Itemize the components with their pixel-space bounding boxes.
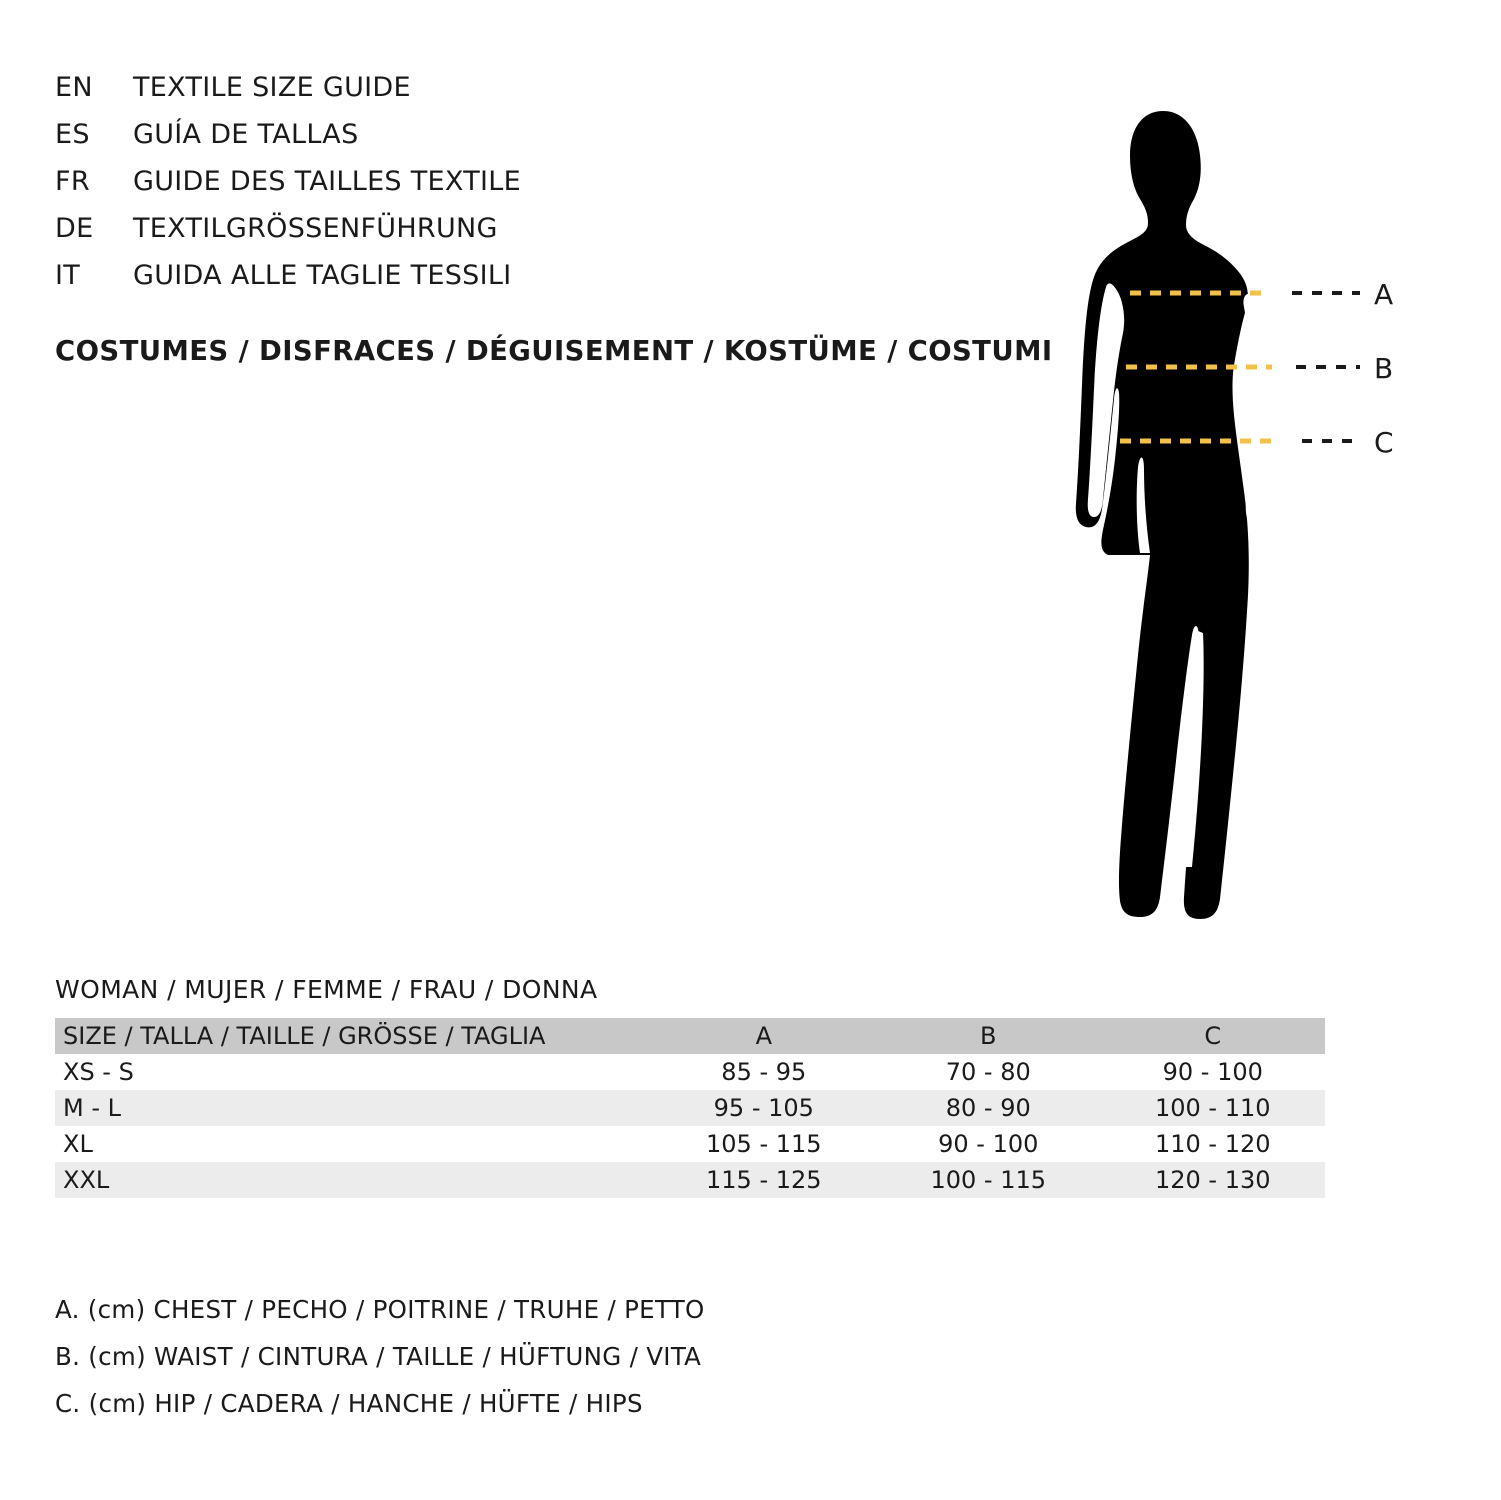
cell-size: XL xyxy=(63,1130,93,1158)
figure-diagram xyxy=(1030,55,1450,945)
cell-a: 115 - 125 xyxy=(706,1166,822,1194)
language-code: DE xyxy=(55,213,94,244)
cell-c: 90 - 100 xyxy=(1162,1058,1263,1086)
cell-a: 105 - 115 xyxy=(706,1130,822,1158)
table-row xyxy=(55,1090,1325,1126)
table-row xyxy=(55,1162,1325,1198)
language-text: GUÍA DE TALLAS xyxy=(133,119,359,150)
cell-b: 80 - 90 xyxy=(945,1094,1031,1122)
legend-row-c: C. (cm) HIP / CADERA / HANCHE / HÜFTE / HIPS xyxy=(55,1389,643,1418)
legend-row-b: B. (cm) WAIST / CINTURA / TAILLE / HÜFTUNG / VITA xyxy=(55,1342,702,1371)
language-row-de xyxy=(55,213,1055,260)
language-code: FR xyxy=(55,166,90,197)
language-code: EN xyxy=(55,72,93,103)
cell-size: M - L xyxy=(63,1094,121,1122)
table-header-row xyxy=(55,1018,1325,1054)
cell-c: 110 - 120 xyxy=(1154,1130,1271,1158)
cell-size: XS - S xyxy=(63,1058,134,1086)
language-row-it xyxy=(55,260,1055,307)
cell-b: 100 - 115 xyxy=(930,1166,1047,1194)
cell-a: 95 - 105 xyxy=(713,1094,814,1122)
table-row xyxy=(55,1126,1325,1162)
language-row-es xyxy=(55,119,1055,166)
cell-a: 85 - 95 xyxy=(721,1058,807,1086)
size-table-section xyxy=(55,975,1325,1198)
column-header-a: A xyxy=(755,1022,772,1050)
marker-label-c: C xyxy=(1374,426,1394,459)
category-title: COSTUMES / DISFRACES / DÉGUISEMENT / KOSTÜME / COSTUMI xyxy=(55,335,1053,367)
language-code: ES xyxy=(55,119,90,150)
column-header-size: SIZE / TALLA / TAILLE / GRÖSSE / TAGLIA xyxy=(63,1022,546,1050)
cell-b: 90 - 100 xyxy=(938,1130,1039,1158)
language-row-fr xyxy=(55,166,1055,213)
cell-size: XXL xyxy=(63,1166,110,1194)
table-group-title: WOMAN / MUJER / FEMME / FRAU / DONNA xyxy=(55,975,598,1004)
legend-row-a: A. (cm) CHEST / PECHO / POITRINE / TRUHE / PETTO xyxy=(55,1295,705,1324)
cell-c: 120 - 130 xyxy=(1154,1166,1271,1194)
column-header-b: B xyxy=(980,1022,997,1050)
language-text: GUIDA ALLE TAGLIE TESSILI xyxy=(133,260,512,291)
marker-label-a: A xyxy=(1374,278,1394,311)
language-text: TEXTILE SIZE GUIDE xyxy=(133,72,411,103)
column-header-c: C xyxy=(1204,1022,1222,1050)
language-code: IT xyxy=(55,260,81,291)
legend xyxy=(55,1295,1055,1436)
size-table xyxy=(55,1018,1325,1198)
language-list xyxy=(55,72,1055,307)
woman-silhouette-icon xyxy=(1030,55,1450,945)
language-text: TEXTILGRÖSSENFÜHRUNG xyxy=(133,213,498,244)
cell-c: 100 - 110 xyxy=(1154,1094,1271,1122)
language-text: GUIDE DES TAILLES TEXTILE xyxy=(133,166,521,197)
marker-label-b: B xyxy=(1374,352,1394,385)
table-row xyxy=(55,1054,1325,1090)
cell-b: 70 - 80 xyxy=(945,1058,1031,1086)
language-row-en xyxy=(55,72,1055,119)
